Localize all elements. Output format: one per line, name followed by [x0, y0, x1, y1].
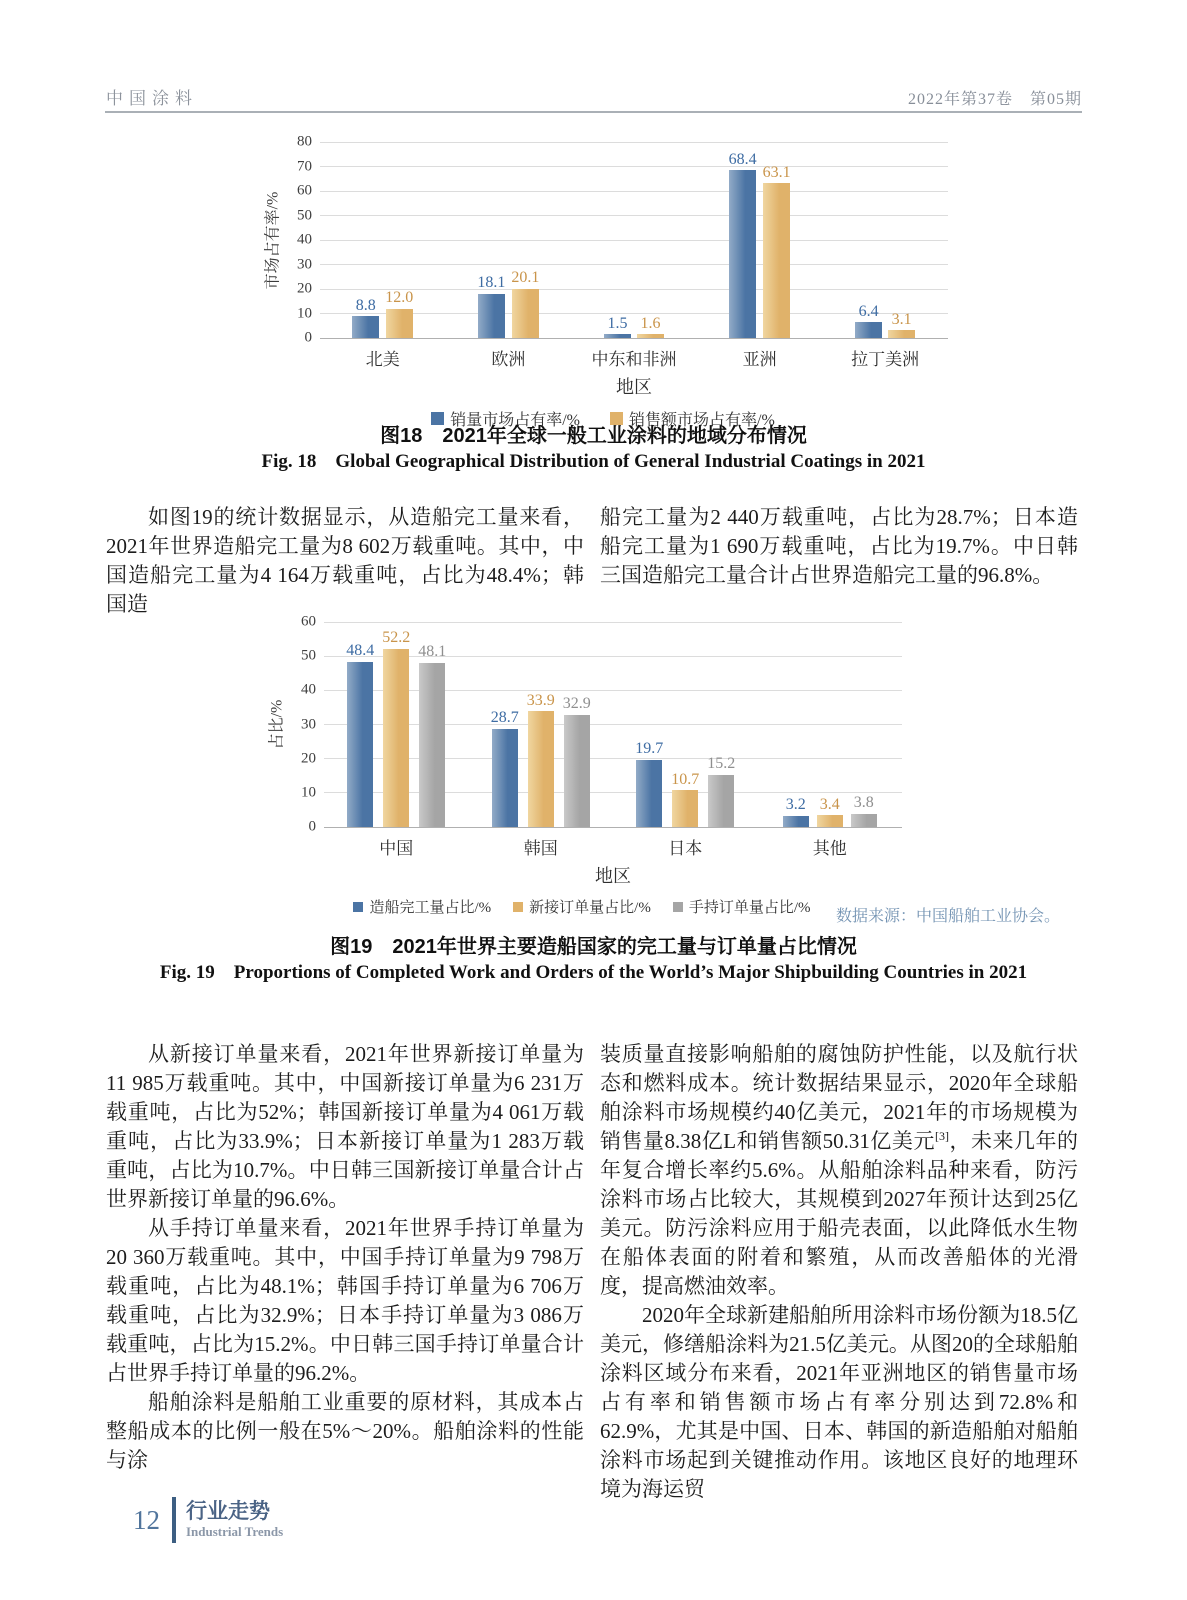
bar-wrapper	[817, 622, 843, 827]
bar-wrapper	[352, 142, 379, 338]
bar	[708, 775, 734, 827]
bar-group	[469, 622, 614, 827]
legend-label: 销量市场占有率/%	[450, 412, 580, 429]
bar-group	[758, 622, 903, 827]
y-axis-tick: 10	[297, 305, 312, 321]
x-axis-title: 地区	[595, 866, 631, 886]
bar	[564, 715, 590, 827]
x-axis-categories	[262, 827, 902, 859]
footer-section	[186, 1500, 283, 1540]
bar-value-label: 10.7	[671, 770, 700, 788]
category-label: 中国	[379, 839, 414, 858]
bar-wrapper	[491, 622, 519, 827]
y-axis-tick: 60	[297, 182, 312, 199]
legend-label: 销售额市场占有率/%	[629, 412, 775, 429]
bar-group	[320, 142, 446, 338]
bar-wrapper	[783, 622, 809, 827]
paragraph-text: ，未来几年的年复合增长率约5.6%。从船舶涂料品种来看，防污涂料市场占比较大，其规模到2027年预计达到25亿美元。防污涂料应用于船壳表面，以此降低水生物在船体表面的附着和繁殖，从而改善船体的光滑度，提高燃油效率。	[600, 1129, 1079, 1298]
bar-group	[446, 142, 572, 338]
bar-wrapper	[637, 142, 664, 338]
plot	[324, 622, 902, 827]
bar-value-label: 32.9	[562, 695, 591, 712]
y-axis-tick: 70	[297, 158, 312, 174]
bar-groups	[324, 622, 902, 827]
bar-group	[697, 142, 823, 338]
plot	[320, 142, 948, 338]
bar-group	[324, 622, 469, 827]
paragraph: 如图19的统计数据显示，从造船完工量来看，2021年世界造船完工量为8 602万载重吨。其中，中国造船完工量为4 164万载重吨，占比为48.4%；韩国造	[106, 505, 584, 616]
y-axis-tick: 80	[297, 133, 312, 150]
bar-value-label: 63.1	[762, 163, 791, 181]
category-label: 中东和非洲	[591, 350, 677, 369]
paragraph: 船完工量为2 440万载重吨，占比为28.7%；日本造船完工量为1 690万载重吨，占比为19.7%。中日韩三国造船完工量合计占世界造船完工量的96.8%。	[600, 505, 1078, 587]
bar-wrapper	[511, 142, 539, 338]
fig19-caption-cn: 图19 2021年世界主要造船国家的完工量与订单量占比情况	[330, 936, 857, 958]
y-axis-title-text: 市场占有率/%	[264, 191, 282, 289]
category-label: 韩国	[523, 839, 558, 858]
category-label: 欧洲	[491, 350, 526, 369]
bar-value-label: 1.5	[607, 314, 628, 332]
bar	[763, 183, 790, 338]
bar-wrapper	[888, 142, 915, 338]
section1-right-column	[600, 503, 1078, 590]
bar-wrapper	[635, 622, 663, 827]
bar-value-label: 68.4	[728, 150, 757, 168]
bar	[817, 815, 843, 827]
paragraph	[600, 1040, 1078, 1301]
y-axis-ticks	[284, 133, 320, 346]
legend-label: 手持订单量占比/%	[688, 900, 811, 916]
bar-wrapper	[729, 142, 757, 338]
bar	[478, 294, 505, 338]
bar-value-label: 3.8	[853, 794, 874, 812]
y-axis-tick: 10	[301, 784, 316, 801]
x-axis-categories	[258, 338, 948, 370]
paragraph: 从新接订单量来看，2021年世界新接订单量为11 985万载重吨。其中，中国新接订单量为6 231万载重吨，占比为52%；韩国新接订单量为4 061万载重吨，占比为33.9%；日本新接订单量为1 283万载重吨，占比为10.7%。中日韩三国新接订单量合计占世界新接订单量的96.6%。	[106, 1042, 584, 1211]
bar	[783, 816, 809, 827]
footer-divider	[172, 1497, 176, 1543]
bar-wrapper	[707, 622, 735, 827]
bar	[672, 790, 698, 827]
y-axis-title	[262, 622, 288, 827]
y-axis-tick: 50	[297, 207, 312, 223]
bar-group	[613, 622, 758, 827]
fig19-bar-chart	[262, 613, 902, 917]
y-axis-tick: 30	[297, 256, 312, 272]
y-axis-tick: 0	[304, 329, 312, 346]
bar-wrapper	[527, 622, 555, 827]
journal-name: 中国涂料	[106, 89, 198, 108]
bar-wrapper	[418, 622, 446, 827]
bar-value-label: 28.7	[490, 709, 519, 727]
fig18-bar-chart	[258, 133, 948, 430]
bar	[855, 322, 882, 338]
bar-value-label: 15.2	[707, 755, 736, 773]
category-label: 亚洲	[742, 350, 777, 369]
bar-wrapper	[346, 622, 374, 827]
bar	[492, 729, 518, 827]
bar-wrapper	[385, 142, 413, 338]
bar-wrapper	[763, 142, 791, 338]
bar	[512, 289, 539, 338]
bar-value-label: 48.1	[418, 643, 447, 661]
y-axis-tick: 40	[297, 231, 312, 248]
bar-wrapper	[477, 142, 505, 338]
category-label: 其他	[812, 839, 847, 858]
bar-value-label: 18.1	[477, 274, 506, 292]
bar-value-label: 8.8	[355, 296, 376, 314]
y-axis-tick: 20	[301, 750, 316, 767]
category-label: 日本	[668, 839, 703, 858]
legend-label: 新接订单量占比/%	[529, 900, 651, 916]
bar-value-label: 48.4	[346, 642, 375, 660]
bar-value-label: 3.2	[785, 796, 806, 814]
category-label: 拉丁美洲	[851, 350, 920, 369]
fig18-caption-en: Fig. 18 Global Geographical Distribution of General Industrial Coatings in 2021	[261, 451, 926, 472]
bar-value-label: 12.0	[385, 289, 414, 307]
y-axis-tick: 30	[301, 716, 316, 732]
bar-value-label: 1.6	[640, 314, 661, 332]
paragraph: 船舶涂料是船舶工业重要的原材料，其成本占整船成本的比例一般在5%～20%。船舶涂料的性能与涂	[106, 1390, 584, 1472]
footer-section-cn: 行业走势	[186, 1499, 270, 1523]
y-axis-tick: 50	[301, 647, 316, 664]
issue-info: 2022年第37卷 第05期	[907, 91, 1082, 108]
bar-value-label: 52.2	[382, 629, 411, 647]
bar-wrapper	[604, 142, 631, 338]
chart-plot-area	[258, 133, 948, 346]
paragraph-text: 装质量直接影响船舶的腐蚀防护性能，以及航行状态和燃料成本。统计数据结果显示，2020年全球船舶涂料市场规模约40亿美元，2021年的市场规模为销售量8.38亿L和销售额50.31亿美元	[600, 1042, 1078, 1153]
bar	[729, 170, 756, 338]
fig18-caption-cn: 图18 2021年全球一般工业涂料的地域分布情况	[380, 425, 807, 447]
paragraph: 从手持订单量来看，2021年世界手持订单量为20 360万载重吨。其中，中国手持订单量为9 798万载重吨，占比为48.1%；韩国手持订单量为6 706万载重吨，占比为32.9%；日本手持订单量为3 086万载重吨，占比为15.2%。中日韩三国手持订单量合计占世界手持订单量的96.2%。	[106, 1216, 584, 1385]
bar	[851, 814, 877, 827]
legend-label: 造船完工量占比/%	[369, 900, 492, 916]
bar-wrapper	[382, 622, 410, 827]
bar-group	[571, 142, 697, 338]
bar	[528, 711, 554, 827]
bar-value-label: 3.4	[819, 795, 840, 813]
chart-plot-area	[262, 613, 902, 835]
section2-left-column	[106, 1040, 584, 1475]
bar-wrapper	[563, 622, 591, 827]
bar-value-label: 33.9	[526, 691, 555, 709]
y-axis-tick: 20	[297, 280, 312, 297]
bar	[419, 663, 445, 827]
y-axis-ticks	[288, 613, 324, 835]
page-footer	[133, 1497, 283, 1543]
category-label: 北美	[365, 350, 400, 369]
bar-value-label: 19.7	[635, 740, 664, 758]
bar	[386, 309, 413, 338]
footer-section-en: Industrial Trends	[186, 1524, 284, 1540]
bar-group	[822, 142, 948, 338]
bar	[637, 334, 664, 338]
bar-value-label: 6.4	[858, 302, 879, 320]
fig19-data-source: 数据来源：中国船舶工业协会。	[835, 908, 1060, 925]
section2-right-column	[600, 1040, 1078, 1504]
bar-groups	[320, 142, 948, 338]
bar-wrapper	[851, 622, 877, 827]
citation-ref: [3]	[934, 1129, 949, 1143]
x-axis-title: 地区	[616, 377, 652, 397]
y-axis-title	[258, 142, 284, 338]
bar	[888, 330, 915, 338]
bar-value-label: 3.1	[891, 310, 912, 328]
page-number: 12	[133, 1504, 160, 1535]
bar	[636, 760, 662, 827]
y-axis-tick: 0	[308, 818, 316, 835]
bar	[604, 334, 631, 338]
section1-left-column	[106, 503, 584, 619]
y-axis-title-text: 占比/%	[268, 699, 286, 750]
bar	[352, 316, 379, 338]
bar-wrapper	[671, 622, 699, 827]
header-rule	[105, 111, 1082, 113]
bar-wrapper	[855, 142, 882, 338]
bar-value-label: 20.1	[511, 269, 540, 287]
paragraph: 2020年全球新建船舶所用涂料市场份额为18.5亿美元，修缮船涂料为21.5亿美元。从图20的全球船舶涂料区域分布来看，2021年亚洲地区的销售量市场占有率和销售额市场占有率分别达到72.8%和62.9%，尤其是中国、日本、韩国的新造船舶对船舶涂料市场起到关键推动作用。该地区良好的地理环境为海运贸	[600, 1303, 1078, 1501]
fig19-caption-en: Fig. 19 Proportions of Completed Work and Orders of the World’s Major Shipbuilding Countries in 2021	[159, 962, 1028, 983]
y-axis-tick: 40	[301, 681, 316, 698]
y-axis-tick: 60	[301, 613, 316, 630]
bar	[347, 662, 373, 827]
bar	[383, 649, 409, 827]
